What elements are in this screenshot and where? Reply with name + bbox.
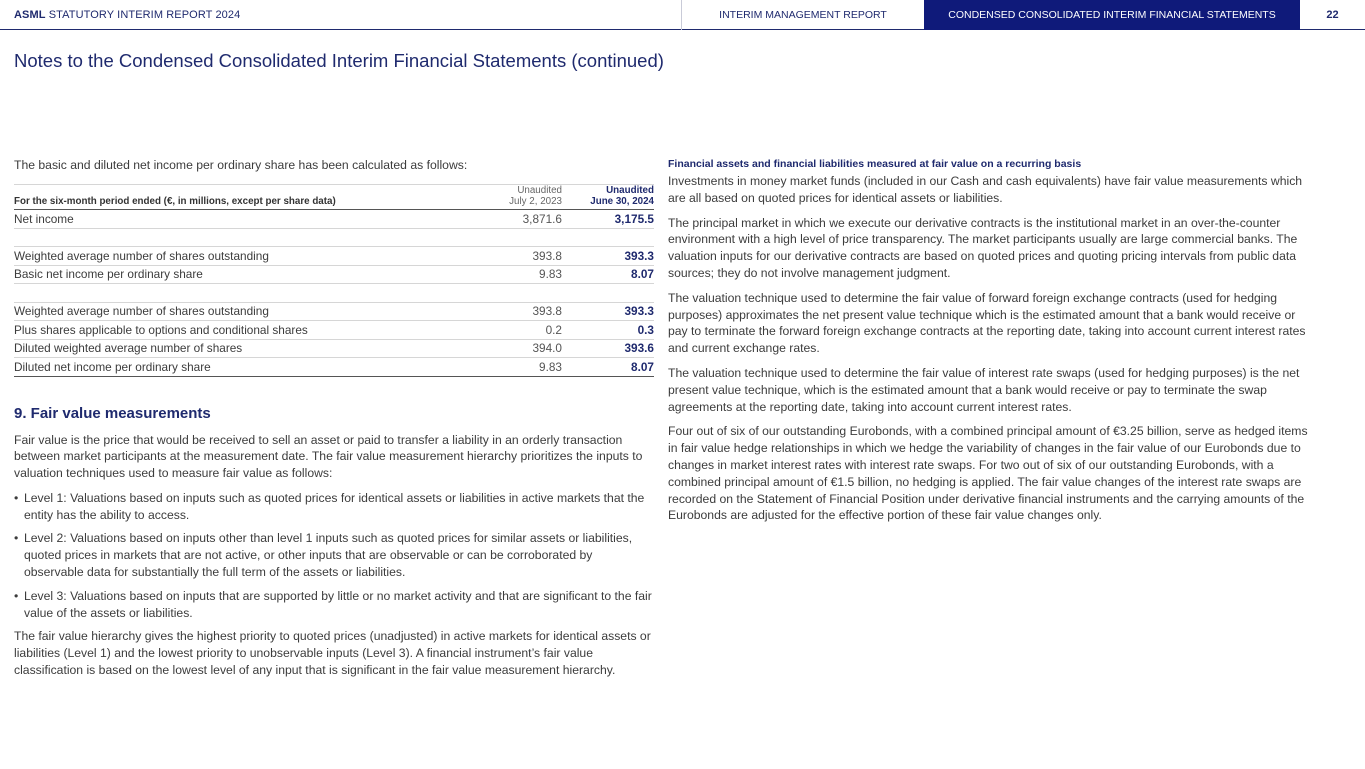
- value-2023: [482, 228, 562, 247]
- column-header-2024-line1: Unaudited: [606, 185, 654, 196]
- bullet-dot-icon: •: [14, 588, 19, 603]
- value-2023: 0.2: [482, 321, 562, 340]
- tab-interim-management-report[interactable]: INTERIM MANAGEMENT REPORT: [681, 0, 924, 30]
- table-row: [14, 284, 654, 303]
- column-header-2023-line2: July 2, 2023: [509, 196, 562, 207]
- value-2024: 8.07: [562, 358, 654, 377]
- bullet-text: Level 3: Valuations based on inputs that are supported by little or no market activity and that are significant to the fair value of the assets or liabilities.: [24, 588, 652, 620]
- value-2023: 393.8: [482, 302, 562, 321]
- paragraph: The valuation technique used to determine the fair value of forward foreign exchange contracts (used for hedging purposes) approximates the net present value technique which is the estimated amount that a bank would receive or pay to terminate the forward foreign exchange contracts at the reporting date, taking into account current interest rates and current exchange rates.: [668, 290, 1306, 356]
- tab-condensed-statements[interactable]: CONDENSED CONSOLIDATED INTERIM FINANCIAL STATEMENTS: [924, 0, 1300, 30]
- value-2024: 393.6: [562, 339, 654, 358]
- report-name: STATUTORY INTERIM REPORT 2024: [48, 9, 241, 21]
- brand-name: ASML: [14, 9, 46, 21]
- row-label: Weighted average number of shares outstanding: [14, 302, 482, 321]
- table-row: [14, 265, 654, 284]
- bullet-level-3: [14, 588, 654, 622]
- value-2024: 0.3: [562, 321, 654, 340]
- value-2023: 3,871.6: [482, 210, 562, 229]
- value-2024: [562, 284, 654, 303]
- bullet-text: Level 1: Valuations based on inputs such as quoted prices for identical assets or liabilities in active markets that the entity has the ability to access.: [24, 490, 645, 522]
- row-label: Plus shares applicable to options and conditional shares: [14, 321, 482, 340]
- bullet-text: Level 2: Valuations based on inputs other than level 1 inputs such as quoted prices for similar assets or liabilities, quoted prices in markets that are not active, or other inputs that are observable or can be corroborated by observable data for substantially the full term of the assets or liabilities.: [24, 531, 633, 580]
- bullet-level-1: [14, 490, 654, 524]
- report-title: [14, 9, 240, 21]
- paragraph: Investments in money market funds (included in our Cash and cash equivalents) have fair value measurements which are all based on quoted prices for identical assets or liabilities.: [668, 174, 1303, 205]
- fair-value-paragraph: Fair value is the price that would be received to sell an asset or paid to transfer a liability in an orderly transaction between market participants at the measurement date. The fair value measurement hierarchy prioritizes the inputs to valuation techniques used to measure fair value as follows:: [14, 432, 643, 481]
- column-header-2023: [482, 185, 562, 210]
- value-2023: 394.0: [482, 339, 562, 358]
- table-row: [14, 228, 654, 247]
- table-header-row: [14, 185, 654, 210]
- value-2023: 9.83: [482, 265, 562, 284]
- page-number: 22: [1326, 9, 1339, 21]
- row-label: [14, 284, 482, 303]
- column-header-2024-line2: June 30, 2024: [590, 196, 654, 207]
- row-label: [14, 228, 482, 247]
- column-header-2023-line1: Unaudited: [517, 185, 562, 196]
- table-row: [14, 302, 654, 321]
- table-row: [14, 247, 654, 266]
- page-title: Notes to the Condensed Consolidated Interim Financial Statements (continued): [14, 50, 664, 72]
- value-2023: [482, 284, 562, 303]
- value-2024: [562, 228, 654, 247]
- value-2024: 8.07: [562, 265, 654, 284]
- top-navigation-bar: [0, 0, 1365, 30]
- row-label: Net income: [14, 210, 482, 229]
- table-intro: The basic and diluted net income per ordinary share has been calculated as follows:: [14, 158, 468, 172]
- bullet-dot-icon: •: [14, 531, 19, 546]
- row-label: Diluted net income per ordinary share: [14, 358, 482, 377]
- table-header-label: For the six-month period ended (€, in millions, except per share data): [14, 196, 336, 207]
- table-row: [14, 321, 654, 340]
- table-row: [14, 339, 654, 358]
- hierarchy-paragraph: The fair value hierarchy gives the highest priority to quoted prices (unadjusted) in active markets for identical assets or liabilities (Level 1) and the lowest priority to unobservable inputs (Level 3). A financial instrument’s fair value classification is based on the lowest level of any input that is significant in the fair value measurement hierarchy.: [14, 629, 651, 678]
- column-header-2024: [562, 185, 654, 210]
- value-2024: 393.3: [562, 247, 654, 266]
- row-label: Diluted weighted average number of shares: [14, 339, 482, 358]
- paragraph: The principal market in which we execute our derivative contracts is the institutional market in an over-the-counter environment with a high level of price transparency. The market participants usually are large commercial banks. The valuation inputs for our derivative contracts are based on quoted prices and quoting pricing intervals from public data sources; they do not involve management judgment.: [668, 215, 1298, 280]
- value-2023: 9.83: [482, 358, 562, 377]
- value-2023: 393.8: [482, 247, 562, 266]
- value-2024: 3,175.5: [562, 210, 654, 229]
- section-heading: 9. Fair value measurements: [14, 404, 211, 422]
- right-column: [668, 158, 1308, 532]
- table-row: [14, 358, 654, 377]
- net-income-per-share-table: [14, 184, 654, 377]
- table-row: [14, 210, 654, 229]
- paragraph: The valuation technique used to determine the fair value of interest rate swaps (used for hedging purposes) is the net present value technique, which is the estimated amount that a bank would receive or pay to terminate the swap agreements at the reporting date, taking into account current interest rates.: [668, 365, 1300, 414]
- bullet-dot-icon: •: [14, 490, 19, 505]
- bullet-level-2: [14, 530, 654, 580]
- row-label: Weighted average number of shares outstanding: [14, 247, 482, 266]
- subheading: Financial assets and financial liabilities measured at fair value on a recurring basis: [668, 158, 1082, 170]
- row-label: Basic net income per ordinary share: [14, 265, 482, 284]
- left-column: [14, 158, 654, 687]
- value-2024: 393.3: [562, 302, 654, 321]
- paragraph: Four out of six of our outstanding Eurobonds, with a combined principal amount of €3.25 billion, serve as hedged items in fair value hedge relationships in which we hedge the variability of changes in the fair value of our Eurobonds due to changes in market interest rates with interest rate swaps. For two out of six of our outstanding Eurobonds, with a combined principal amount of €1.5 billion, no hedging is applied. The fair value changes of the interest rate swaps are recorded on the Statement of Financial Position under derivative financial instruments and the carrying amounts of the Eurobonds are adjusted for the effective portion of these fair value changes only.: [668, 424, 1308, 523]
